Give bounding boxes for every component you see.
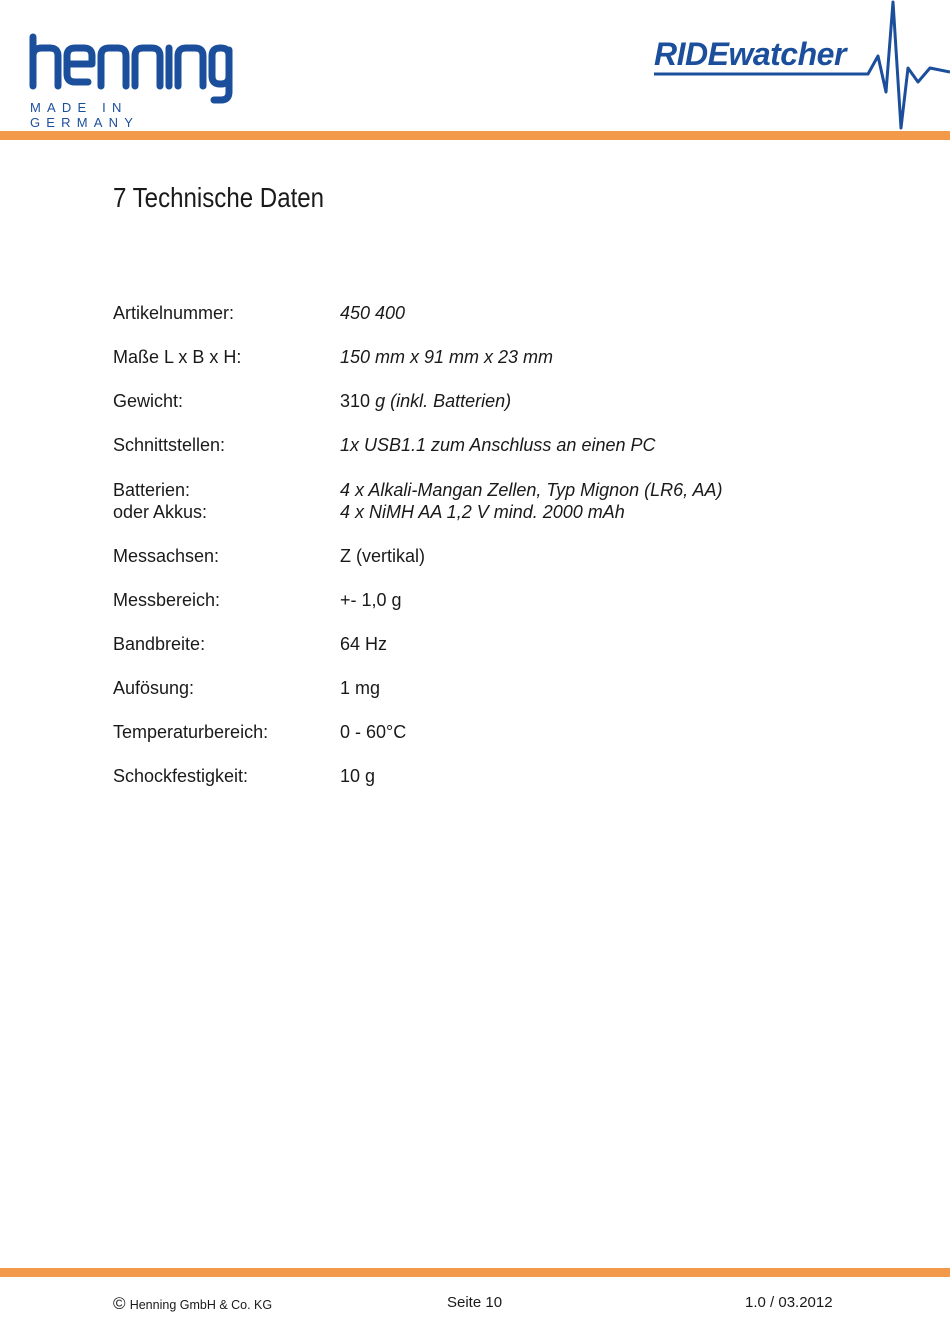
header-divider-bar	[0, 131, 950, 140]
spec-value: 1 mg	[340, 678, 381, 698]
spec-value: 450 400	[340, 303, 406, 323]
spec-label: Batterien:	[113, 480, 191, 500]
spec-value-italic: g (inkl. Batterien)	[375, 391, 512, 411]
spec-label: Bandbreite:	[113, 634, 206, 654]
spec-label: Artikelnummer:	[113, 303, 235, 323]
footer-page-number: Seite 10	[447, 1294, 503, 1311]
ridewatcher-part1: RIDE	[654, 36, 729, 72]
spec-value: 1x USB1.1 zum Anschluss an einen PC	[340, 435, 656, 455]
spec-label: Maße L x B x H:	[113, 347, 242, 367]
spec-value: 4 x NiMH AA 1,2 V mind. 2000 mAh	[340, 502, 625, 522]
footer-divider-bar	[0, 1268, 950, 1277]
spec-label: Schockfestigkeit:	[113, 766, 249, 786]
spec-value: 0 - 60°C	[340, 722, 407, 742]
spec-value: 64 Hz	[340, 634, 388, 654]
brand-tagline: MADE IN GERMANY	[30, 100, 140, 130]
spec-value: +- 1,0 g	[340, 590, 402, 610]
spec-value: 10 g	[340, 766, 376, 786]
spec-value: 150 mm x 91 mm x 23 mm	[340, 347, 554, 367]
spec-value-plain: 310	[340, 391, 371, 411]
copyright-icon: ©	[113, 1294, 126, 1313]
spec-label: Schnittstellen:	[113, 435, 226, 455]
footer-copyright	[113, 1294, 272, 1314]
spec-label: Messachsen:	[113, 546, 220, 566]
heartbeat-wave-icon	[650, 0, 950, 132]
spec-label: Aufösung:	[113, 678, 195, 698]
spec-value: Z (vertikal)	[340, 546, 425, 566]
spec-label: Temperaturbereich:	[113, 722, 269, 742]
ridewatcher-part2: watcher	[728, 36, 846, 72]
spec-value: 4 x Alkali-Mangan Zellen, Typ Mignon (LR6, AA)	[340, 480, 723, 500]
footer-company: Henning GmbH & Co. KG	[129, 1298, 273, 1312]
spec-value	[340, 390, 511, 412]
spec-label: oder Akkus:	[113, 502, 208, 522]
section-title: 7 Technische Daten	[113, 182, 325, 213]
footer-version: 1.0 / 03.2012	[745, 1294, 833, 1311]
henning-logo	[28, 32, 238, 130]
ridewatcher-logo	[650, 0, 950, 132]
spec-label: Gewicht:	[113, 391, 184, 411]
spec-label: Messbereich:	[113, 590, 221, 610]
